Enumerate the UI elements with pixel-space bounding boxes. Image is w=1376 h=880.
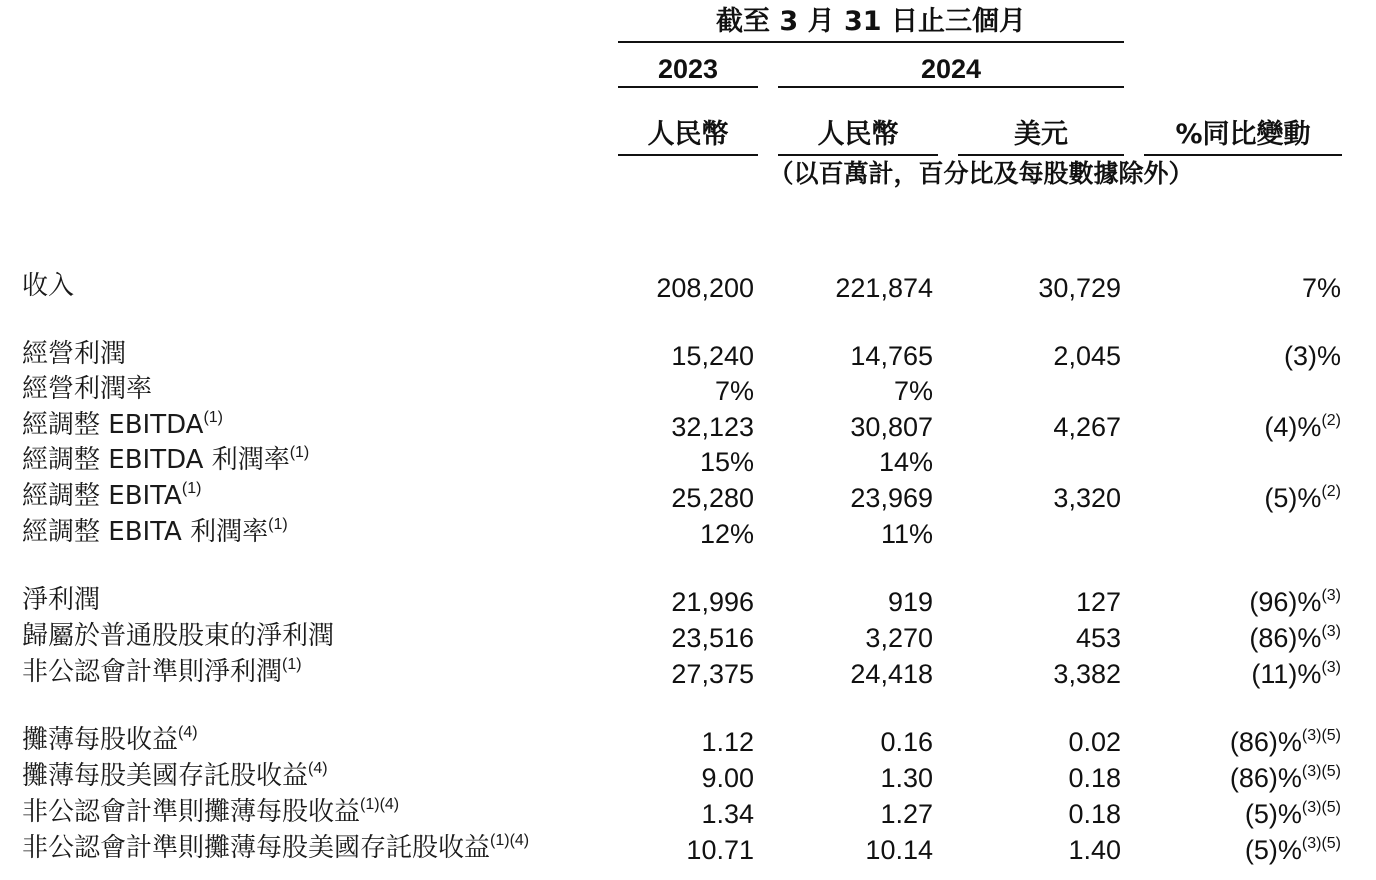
period-header: 截至 3 月 31 日止三個月 (716, 6, 1026, 37)
row-label-text: 經調整 EBITA 利潤率 (22, 517, 269, 547)
value-yoy-text: 7% (1301, 273, 1341, 303)
row-label (22, 409, 223, 441)
value-yoy-text: (86)% (1229, 727, 1302, 757)
value-2024-usd: 1.40 (1068, 835, 1121, 865)
value-2024-rmb: 919 (887, 587, 933, 617)
row-label-text: 經營利潤率 (22, 374, 153, 404)
year-2024-rule (778, 86, 1124, 88)
value-2024-rmb: 11% (880, 519, 933, 549)
col-rmb-2024-rule (778, 154, 938, 156)
col-yoy-header: %同比變動 (1175, 119, 1311, 150)
value-2023-rmb: 1.34 (701, 799, 754, 829)
row-label-text: 收入 (22, 271, 75, 301)
value-2023-rmb: 23,516 (671, 623, 754, 653)
value-2024-rmb: 0.16 (880, 727, 933, 757)
value-2024-rmb: 3,270 (865, 623, 933, 653)
col-usd-rule (958, 154, 1124, 156)
value-2024-rmb: 24,418 (850, 659, 933, 689)
units-note: （以百萬計，百分比及每股數據除外） (768, 159, 1194, 188)
value-2023-rmb: 10.71 (686, 835, 754, 865)
value-2024-usd: 30,729 (1038, 273, 1121, 303)
value-2023-rmb: 25,280 (671, 483, 754, 513)
value-2024-usd: 453 (1075, 623, 1121, 653)
value-2023-rmb: 208,200 (656, 273, 754, 303)
row-label-text: 非公認會計準則攤薄每股美國存託股收益 (22, 833, 491, 863)
row-label-footnote: (4) (178, 724, 198, 741)
value-yoy-text: (4)% (1264, 412, 1322, 442)
year-2024-header: 2024 (920, 54, 982, 84)
value-2024-usd: 0.02 (1068, 727, 1121, 757)
value-2024-usd: 4,267 (1053, 412, 1121, 442)
row-label-footnote: (1)(4) (360, 796, 400, 813)
row-label (22, 480, 201, 512)
row-label (22, 656, 302, 688)
row-label (22, 760, 328, 792)
row-label-text: 歸屬於普通股股東的淨利潤 (22, 621, 335, 651)
value-yoy-change (1302, 272, 1341, 304)
value-2024-rmb: 10.14 (865, 835, 933, 865)
row-label-text: 經調整 EBITDA (22, 410, 204, 440)
value-2024-usd: 0.18 (1068, 799, 1121, 829)
row-label (22, 516, 288, 548)
row-label-text: 經調整 EBITA (22, 481, 182, 511)
value-yoy-change (1230, 726, 1341, 758)
value-2024-usd: 0.18 (1068, 763, 1121, 793)
value-2024-rmb: 1.27 (880, 799, 933, 829)
row-label (22, 724, 198, 756)
value-2023-rmb: 12% (699, 519, 754, 549)
row-label-text: 非公認會計準則淨利潤 (22, 657, 283, 687)
value-yoy-change (1251, 658, 1341, 690)
row-label (22, 338, 126, 370)
value-yoy-change (1245, 798, 1341, 830)
row-label (22, 584, 100, 616)
year-2023-rule (618, 86, 758, 88)
value-2024-rmb: 23,969 (850, 483, 933, 513)
value-2024-usd: 127 (1075, 587, 1121, 617)
year-2023-header: 2023 (657, 54, 719, 84)
value-yoy-change (1230, 762, 1341, 794)
col-yoy-rule (1144, 154, 1342, 156)
value-yoy-footnote: (3) (1321, 623, 1341, 640)
col-rmb-2023-header: 人民幣 (647, 119, 729, 150)
value-yoy-footnote: (3) (1321, 659, 1341, 676)
row-label-text: 經營利潤 (22, 339, 127, 369)
value-2023-rmb: 7% (714, 376, 754, 406)
value-yoy-text: (11)% (1251, 659, 1322, 689)
value-2023-rmb: 15% (699, 447, 754, 477)
value-2024-usd: 2,045 (1053, 341, 1121, 371)
row-label-footnote: (1) (282, 656, 302, 673)
value-yoy-footnote: (3)(5) (1301, 727, 1341, 744)
value-2023-rmb: 1.12 (701, 727, 754, 757)
value-yoy-text: (5)% (1244, 835, 1302, 865)
row-label (22, 270, 74, 302)
value-2024-rmb: 1.30 (880, 763, 933, 793)
value-yoy-text: (96)% (1249, 587, 1322, 617)
row-label-text: 攤薄每股收益 (22, 725, 179, 755)
value-yoy-footnote: (2) (1321, 483, 1341, 500)
col-rmb-2023-rule (618, 154, 758, 156)
value-yoy-text: (86)% (1249, 623, 1322, 653)
value-yoy-footnote: (3)(5) (1301, 763, 1341, 780)
value-yoy-text: (5)% (1264, 483, 1322, 513)
value-2023-rmb: 15,240 (671, 341, 754, 371)
row-label-footnote: (1) (289, 444, 310, 461)
row-label-text: 經調整 EBITDA 利潤率 (22, 445, 290, 475)
period-rule (618, 41, 1124, 43)
row-label-footnote: (1)(4) (490, 832, 530, 849)
value-yoy-change (1249, 622, 1341, 654)
row-label (22, 796, 399, 828)
value-2023-rmb: 27,375 (671, 659, 754, 689)
value-yoy-change (1284, 340, 1341, 372)
value-2024-rmb: 30,807 (850, 412, 933, 442)
value-yoy-change (1264, 411, 1341, 443)
value-yoy-footnote: (3) (1321, 587, 1341, 604)
value-2023-rmb: 9.00 (701, 763, 754, 793)
value-yoy-change (1264, 482, 1341, 514)
row-label-text: 攤薄每股美國存託股收益 (22, 761, 309, 791)
value-2024-rmb: 14% (878, 447, 933, 477)
value-yoy-text: (86)% (1229, 763, 1302, 793)
row-label (22, 832, 529, 864)
value-2024-rmb: 7% (893, 376, 933, 406)
row-label-footnote: (1) (181, 480, 202, 497)
row-label-text: 淨利潤 (22, 585, 101, 615)
col-rmb-2024-header: 人民幣 (817, 119, 899, 150)
row-label-footnote: (4) (308, 760, 328, 777)
row-label (22, 444, 309, 476)
value-yoy-change (1245, 834, 1341, 866)
value-yoy-footnote: (2) (1321, 412, 1341, 429)
value-2024-rmb: 14,765 (850, 341, 933, 371)
col-usd-header: 美元 (1014, 119, 1068, 150)
row-label (22, 620, 334, 652)
value-yoy-footnote: (3)(5) (1301, 835, 1341, 852)
value-2024-rmb: 221,874 (835, 273, 933, 303)
value-2024-usd: 3,382 (1053, 659, 1121, 689)
value-yoy-text: (3)% (1283, 341, 1341, 371)
value-yoy-change (1249, 586, 1341, 618)
value-yoy-footnote: (3)(5) (1301, 799, 1341, 816)
value-2023-rmb: 21,996 (671, 587, 754, 617)
value-2024-usd: 3,320 (1053, 483, 1121, 513)
row-label-text: 非公認會計準則攤薄每股收益 (22, 797, 361, 827)
value-yoy-text: (5)% (1244, 799, 1302, 829)
row-label-footnote: (1) (203, 409, 223, 426)
row-label (22, 373, 152, 405)
value-2023-rmb: 32,123 (671, 412, 754, 442)
row-label-footnote: (1) (268, 516, 288, 533)
